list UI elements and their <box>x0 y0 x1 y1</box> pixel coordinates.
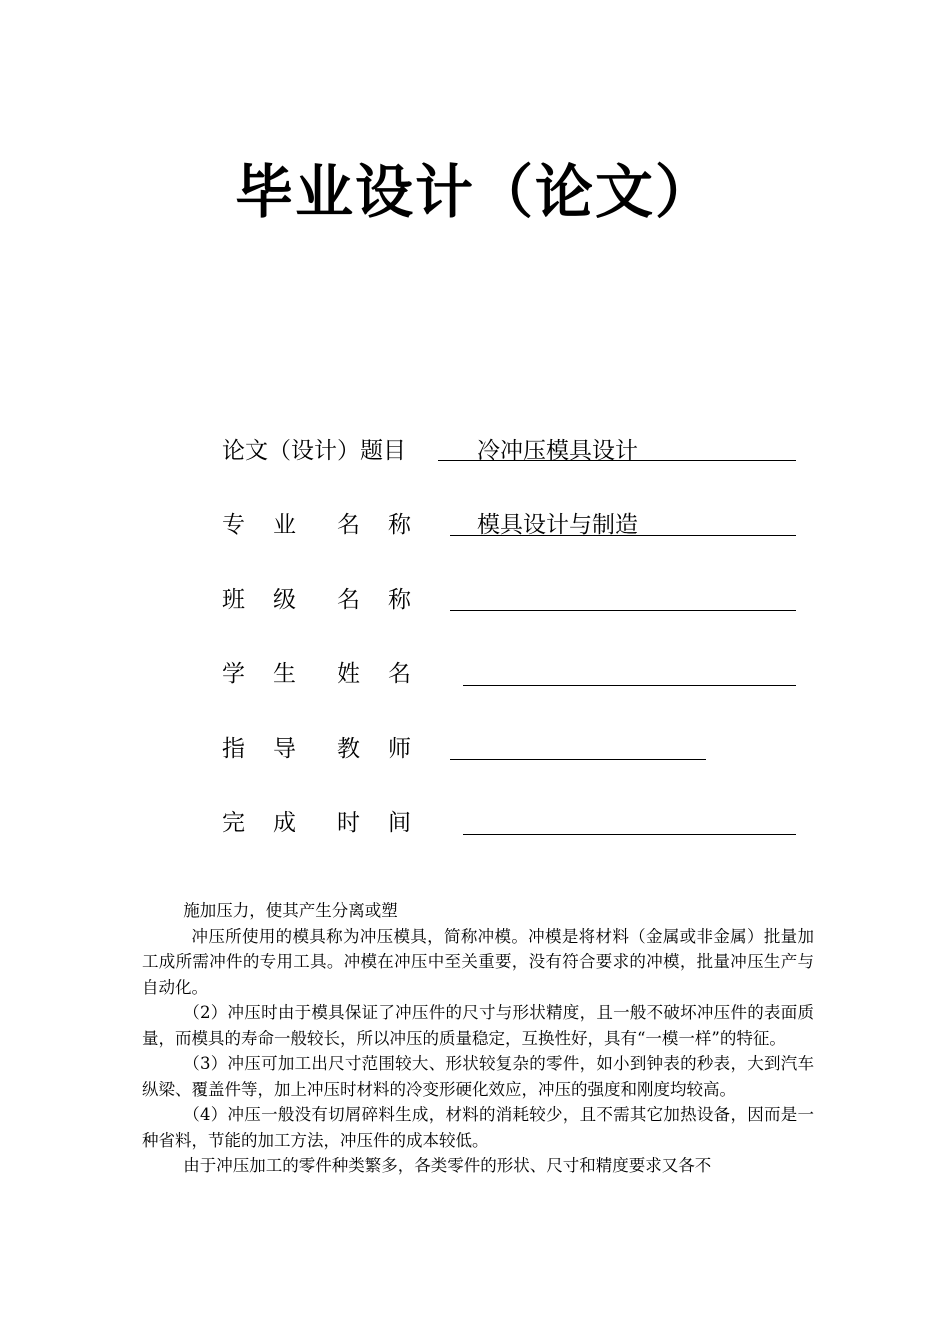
body-paragraph: （2）冲压时由于模具保证了冲压件的尺寸与形状精度，且一般不破坏冲压件的表面质量，而模具的寿命一般较长，所以冲压的质量稳定，互换性好，具有“一模一样”的特征。 <box>142 1003 814 1048</box>
field-value-thesis-topic: 冷冲压模具设计 <box>477 438 638 464</box>
field-underline-class <box>450 610 796 611</box>
document-title: 毕业设计（论文） <box>234 158 715 226</box>
field-label-char: 教 <box>337 736 360 762</box>
field-label-char: 指 <box>222 736 245 762</box>
body-paragraph: 冲压所使用的模具称为冲压模具，简称冲模。冲模是将材料（金属或非金属）批量加工成所需冲件的专用工具。冲模在冲压中至关重要，没有符合要求的冲模，批量冲压生产与自动化。 <box>142 926 814 997</box>
field-label-char: 名 <box>337 512 360 538</box>
field-label-thesis-topic <box>222 436 422 466</box>
body-paragraph: （4）冲压一般没有切屑碎料生成，材料的消耗较少，且不需其它加热设备，因而是一种省料，节能的加工方法，冲压件的成本较低。 <box>142 1105 814 1150</box>
field-label-char: 完 <box>222 810 245 836</box>
field-value-major: 模具设计与制造 <box>477 512 638 538</box>
body-text <box>142 898 814 1179</box>
field-label-major <box>222 510 422 540</box>
field-underline-completion-date <box>463 834 796 835</box>
field-label-char: 导 <box>273 736 296 762</box>
field-label-completion-date <box>222 808 422 838</box>
field-label-char: 时 <box>337 810 360 836</box>
body-paragraph: （3）冲压可加工出尺寸范围较大、形状较复杂的零件，如小到钟表的秒表，大到汽车纵梁、覆盖件等，加上冲压时材料的冷变形硬化效应，冲压的强度和刚度均较高。 <box>142 1054 814 1099</box>
field-label-class <box>222 585 422 615</box>
field-label-char: 名 <box>388 661 411 687</box>
field-label-char: 班 <box>222 587 245 613</box>
field-label-char: 间 <box>388 810 411 836</box>
field-label-char: 姓 <box>337 661 360 687</box>
field-label-char: 成 <box>273 810 296 836</box>
field-label-char: 生 <box>273 661 296 687</box>
field-label-char: 名 <box>337 587 360 613</box>
field-label-char: 称 <box>388 512 411 538</box>
field-label-char: 称 <box>388 587 411 613</box>
body-paragraph: 由于冲压加工的零件种类繁多，各类零件的形状、尺寸和精度要求又各不 <box>183 1156 712 1175</box>
field-label-char: 师 <box>388 736 411 762</box>
field-label-student-name <box>222 659 422 689</box>
field-label-char: 学 <box>222 661 245 687</box>
field-underline-student-name <box>463 685 796 686</box>
field-label-text: 论文（设计）题目 <box>222 438 406 464</box>
field-underline-advisor <box>450 759 706 760</box>
field-label-char: 业 <box>273 512 296 538</box>
field-label-char: 级 <box>273 587 296 613</box>
field-label-advisor <box>222 734 422 764</box>
body-paragraph: 施加压力，使其产生分离或塑 <box>183 901 398 920</box>
field-label-char: 专 <box>222 512 245 538</box>
